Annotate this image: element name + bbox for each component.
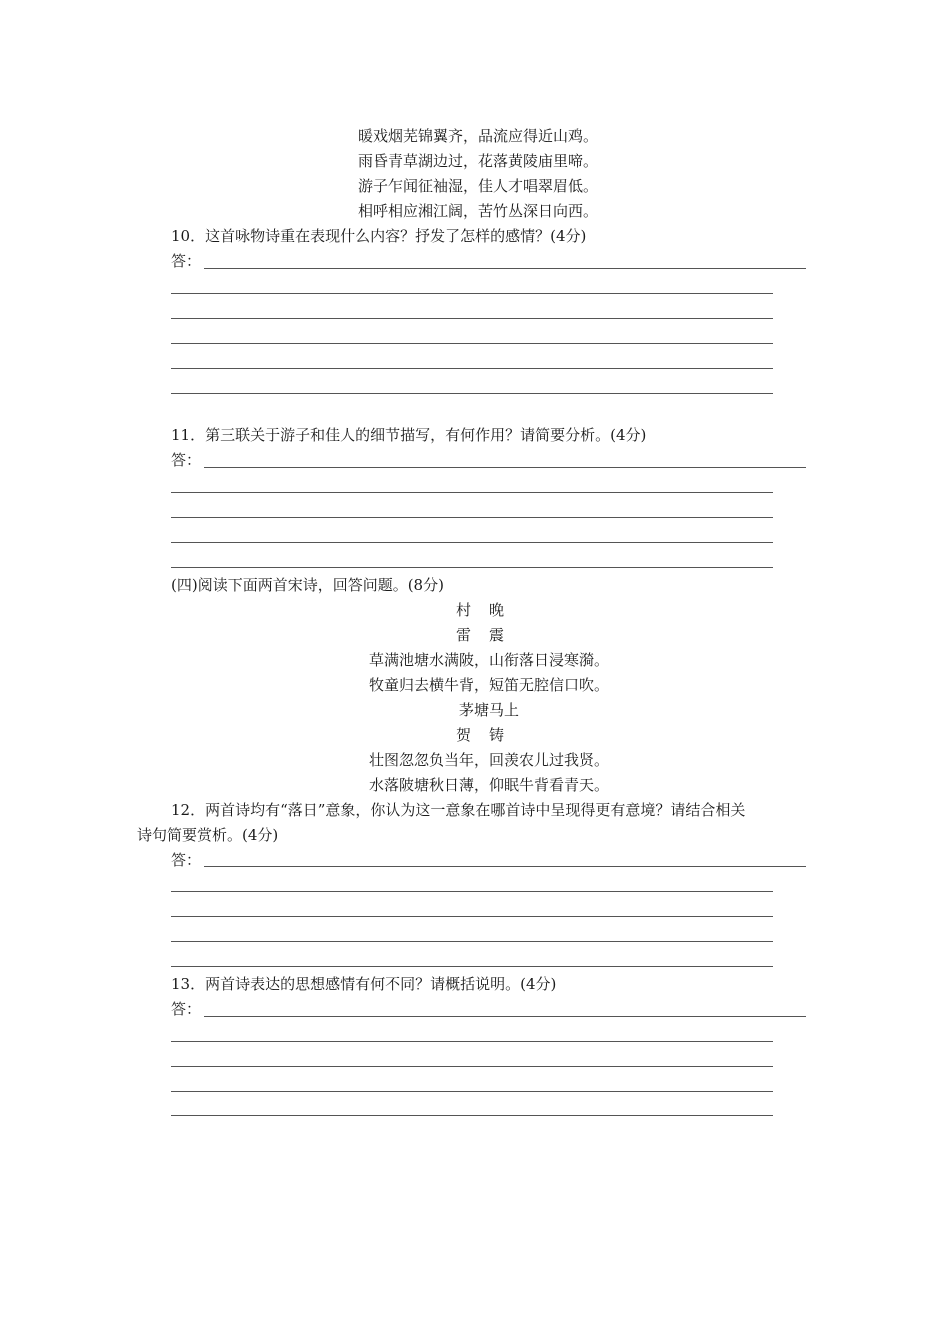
section-4-heading: (四)阅读下面两首宋诗，回答问题。(8分) [171,576,444,594]
poem-b-author: 贺铸 [455,726,522,744]
poem-b-line-2: 水落陂塘秋日薄，仰眠牛背看青天。 [368,776,609,794]
answer-line-11-5[interactable] [171,567,773,568]
poem-a-line-2: 牧童归去横牛背，短笛无腔信口吹。 [368,676,609,694]
answer-line-13-3[interactable] [171,1066,773,1067]
answer-line-13-2[interactable] [171,1041,773,1042]
poem-a-author: 雷震 [455,626,522,644]
poem-a-title: 村晚 [455,601,522,619]
answer-line-12-2[interactable] [171,891,773,892]
answer-line-11-3[interactable] [171,517,773,518]
answer-line-11-2[interactable] [171,492,773,493]
answer-line-11-1[interactable] [204,467,806,468]
poem-a-line-1: 草满池塘水满陂，山衔落日浸寒漪。 [368,651,609,669]
answer-line-10-6[interactable] [171,393,773,394]
poem1-line-1: 暖戏烟芜锦翼齐，品流应得近山鸡。 [358,127,599,145]
answer-line-12-1[interactable] [204,866,806,867]
answer-line-13-4[interactable] [171,1091,773,1092]
poem-b-line-1: 壮图忽忽负当年，回羡农儿过我贤。 [368,751,609,769]
answer-line-12-3[interactable] [171,916,773,917]
answer-label-10: 答： [171,252,202,270]
answer-line-13-1[interactable] [204,1016,806,1017]
poem1-line-2: 雨昏青草湖边过，花落黄陵庙里啼。 [358,152,599,170]
question-10: 10．这首咏物诗重在表现什么内容？抒发了怎样的感情？(4分) [171,227,587,245]
question-12-line-1: 12．两首诗均有“落日”意象，你认为这一意象在哪首诗中呈现得更有意境？请结合相关 [171,801,746,819]
poem1-line-3: 游子乍闻征袖湿，佳人才唱翠眉低。 [358,177,599,195]
answer-label-13: 答： [171,1000,202,1018]
answer-line-10-1[interactable] [204,268,806,269]
question-12-line-2: 诗句简要赏析。(4分) [137,826,279,844]
answer-line-12-5[interactable] [171,966,773,967]
answer-line-10-2[interactable] [171,293,773,294]
answer-line-11-4[interactable] [171,542,773,543]
answer-line-12-4[interactable] [171,941,773,942]
answer-line-10-3[interactable] [171,318,773,319]
question-11: 11．第三联关于游子和佳人的细节描写，有何作用？请简要分析。(4分) [171,426,647,444]
answer-label-11: 答： [171,451,202,469]
answer-label-12: 答： [171,851,202,869]
poem1-line-4: 相呼相应湘江阔，苦竹丛深日向西。 [358,202,599,220]
answer-line-10-4[interactable] [171,343,773,344]
answer-line-10-5[interactable] [171,368,773,369]
question-13: 13．两首诗表达的思想感情有何不同？请概括说明。(4分) [171,975,557,993]
poem-b-title: 茅塘马上 [458,701,519,719]
answer-line-13-5[interactable] [171,1115,773,1116]
